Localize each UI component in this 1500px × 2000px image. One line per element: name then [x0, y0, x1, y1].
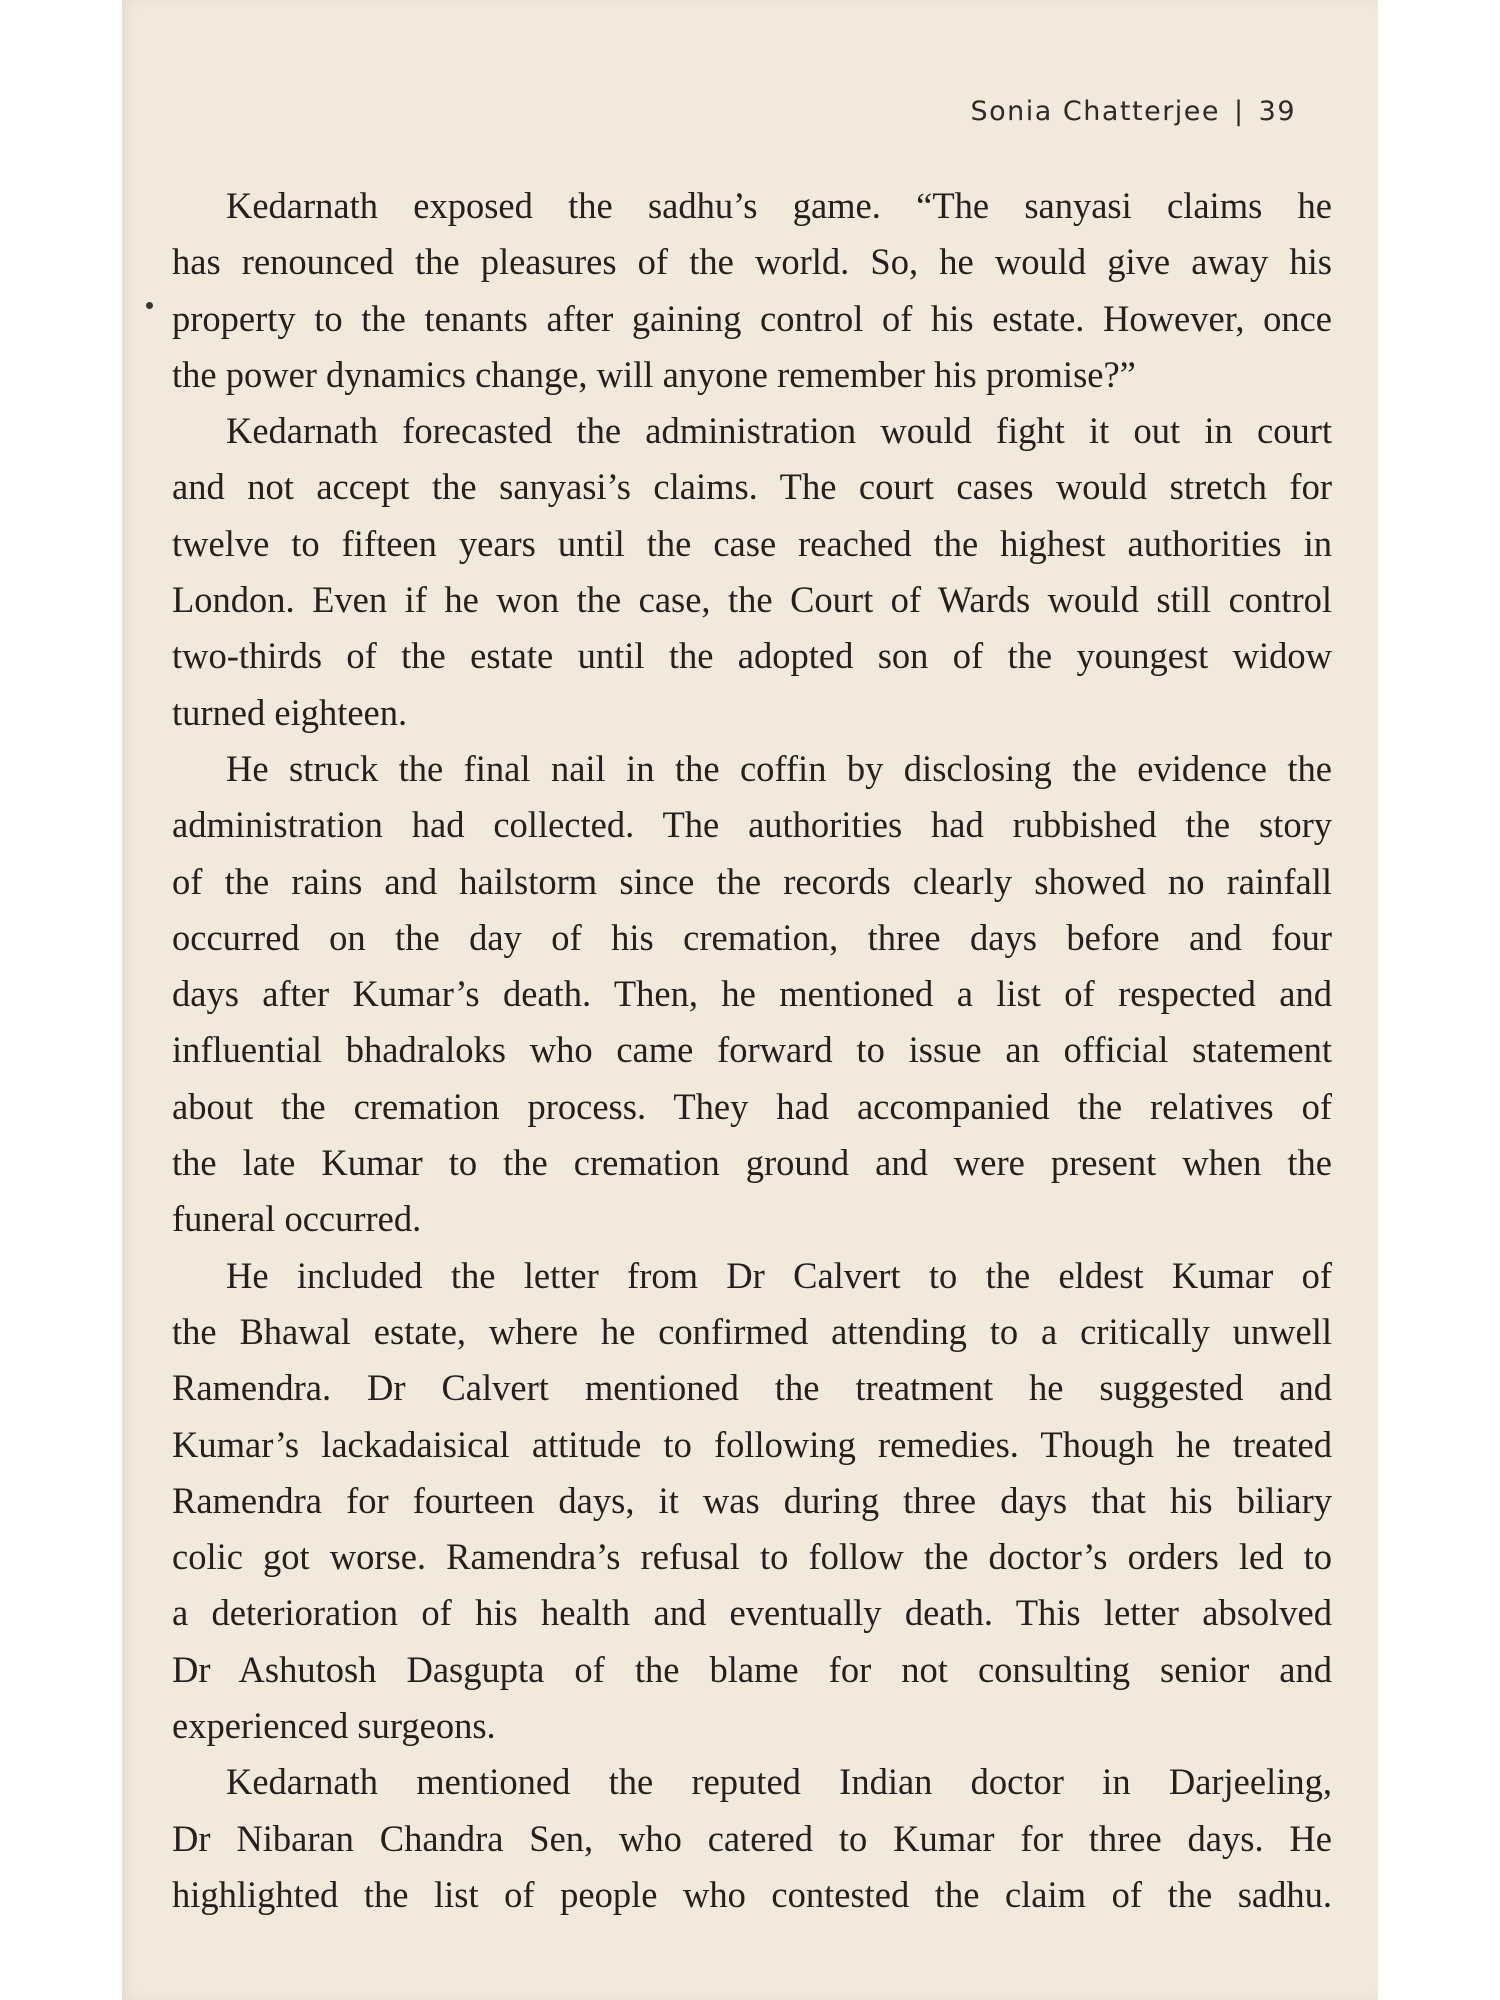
text-line: influential bhadraloks who came forward to issue an official statement: [172, 1029, 1332, 1071]
text-line: the power dynamics change, will anyone remember his promise?”: [172, 353, 1136, 395]
text-line: highlighted the list of people who contested the claim of the sadhu.: [172, 1873, 1332, 1915]
running-header: [971, 96, 1297, 127]
text-line: Kedarnath exposed the sadhu’s game. “The sanyasi claims he: [226, 185, 1332, 226]
text-line: colic got worse. Ramendra’s refusal to follow the doctor’s orders led to: [172, 1536, 1332, 1578]
text-line: He struck the final nail in the coffin by disclosing the evidence the: [226, 747, 1332, 789]
paragraph: [172, 178, 1332, 403]
paragraph: [172, 741, 1332, 1248]
text-line: administration had collected. The authorities had rubbished the story: [172, 804, 1332, 846]
header-author: Sonia Chatterjee: [970, 96, 1221, 127]
paragraph: [172, 1754, 1332, 1923]
text-line: Dr Ashutosh Dasgupta of the blame for not consulting senior and: [172, 1648, 1332, 1690]
text-line: and not accept the sanyasi’s claims. The court cases would stretch for: [172, 466, 1332, 508]
text-line: experienced surgeons.: [172, 1705, 496, 1747]
text-line: the Bhawal estate, where he confirmed attending to a critically unwell: [172, 1310, 1332, 1352]
text-line: He included the letter from Dr Calvert to the eldest Kumar of: [226, 1254, 1332, 1296]
text-line: has renounced the pleasures of the world. So, he would give away his: [172, 241, 1332, 283]
text-line: two-thirds of the estate until the adopted son of the youngest widow: [172, 635, 1332, 677]
text-line: of the rains and hailstorm since the records clearly showed no rainfall: [172, 860, 1332, 902]
paragraph: [172, 403, 1332, 741]
text-line: Kumar’s lackadaisical attitude to following remedies. Though he treated: [172, 1423, 1332, 1465]
text-line: twelve to fifteen years until the case reached the highest authorities in: [172, 522, 1332, 564]
text-line: days after Kumar’s death. Then, he mentioned a list of respected and: [172, 973, 1332, 1015]
book-page: [122, 0, 1378, 2000]
text-line: about the cremation process. They had accompanied the relatives of: [172, 1085, 1332, 1127]
body-text: [172, 178, 1332, 1923]
text-line: the late Kumar to the cremation ground and were present when the: [172, 1142, 1332, 1184]
text-line: Ramendra for fourteen days, it was during three days that his biliary: [172, 1479, 1332, 1521]
text-line: funeral occurred.: [172, 1198, 422, 1240]
text-line: Ramendra. Dr Calvert mentioned the treatment he suggested and: [172, 1367, 1332, 1409]
header-separator: |: [1234, 96, 1245, 127]
text-line: London. Even if he won the case, the Court of Wards would still control: [172, 579, 1332, 621]
page-number: 39: [1258, 96, 1296, 127]
text-line: occurred on the day of his cremation, three days before and four: [172, 916, 1332, 958]
paragraph: [172, 1248, 1332, 1755]
text-line: Kedarnath forecasted the administration would fight it out in court: [226, 410, 1332, 452]
text-line: a deterioration of his health and eventually death. This letter absolved: [172, 1592, 1332, 1634]
text-line: Dr Nibaran Chandra Sen, who catered to Kumar for three days. He: [172, 1817, 1332, 1859]
text-line: property to the tenants after gaining control of his estate. However, once: [172, 297, 1332, 339]
text-line: turned eighteen.: [172, 691, 408, 733]
text-line: Kedarnath mentioned the reputed Indian doctor in Darjeeling,: [226, 1761, 1332, 1803]
margin-dot-mark: [146, 302, 153, 309]
